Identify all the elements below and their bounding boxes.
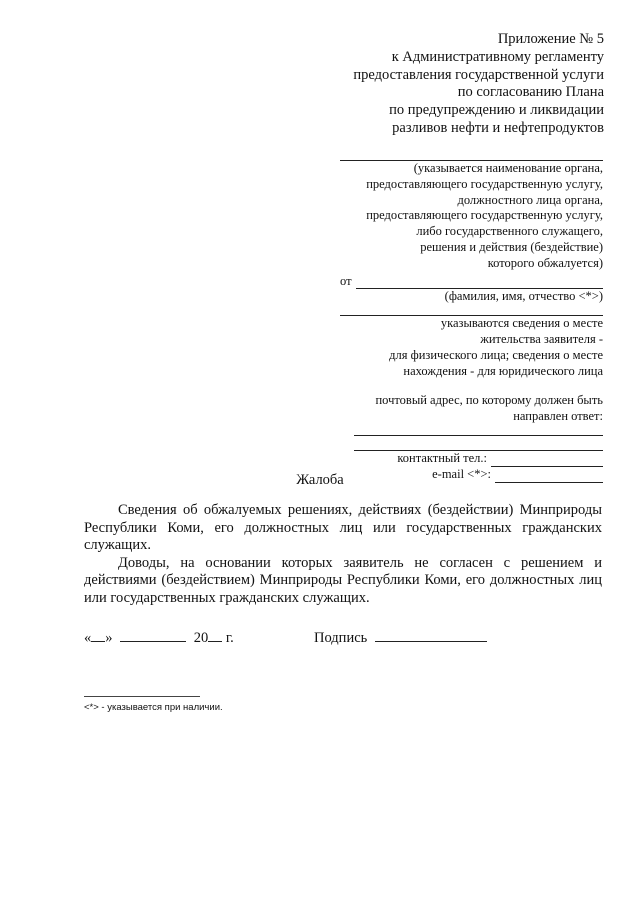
signature-label: Подпись [314,630,368,646]
appendix-header [274,31,604,138]
footnote: <*> - указывается при наличии. [84,702,223,713]
organ-note-line: предоставляющего государственную услугу, [366,208,603,223]
appendix-line: Приложение № 5 [497,31,604,47]
fio-note: (фамилия, имя, отчество <*>) [444,289,603,304]
postal-note-line: почтовый адрес, по которому должен быть [375,393,603,408]
day-blank [91,628,105,642]
residence-note-line: нахождения - для юридического лица [403,363,603,378]
postal-note-line: направлен ответ: [513,409,603,424]
organ-note-line: которого обжалуется) [487,255,603,270]
date-field [84,628,234,647]
organ-note-line: (указывается наименование органа, [413,161,603,175]
organ-note-line: либо государственного служащего, [416,224,603,239]
from-label: от [340,273,352,288]
signature-blank [375,628,487,642]
postal-blank-2 [354,436,603,451]
from-field [340,274,603,290]
body-paragraph: Сведения об обжалуемых решениях, действиях (бездействии) Минприроды Республики Коми, его должностных лиц или государственных гражданских служащих. [84,502,602,554]
phone-field [340,451,603,467]
addressee-block [340,148,603,483]
footnote-divider [84,696,200,697]
date-open-quote: « [84,630,92,646]
residence-blank [340,305,603,316]
appendix-line: предоставления государственной услуги [353,66,604,83]
residence-note-line: жительства заявителя - [480,331,603,346]
organ-note-line: решения и действия (бездействие) [420,239,603,254]
body-paragraph: Доводы, на основании которых заявитель не согласен с решением и действиями (бездействием) Минприроды Республики Коми, его должностных лиц или государственных гражданских служащих. [84,554,602,606]
document-title: Жалоба [296,472,344,488]
year-suffix: г. [225,630,234,646]
email-label: e-mail <*>: [432,466,491,481]
year-blank [208,628,222,642]
organ-note-line: должностного лица органа, [457,192,603,207]
residence-note-line: для физического лица; сведения о месте [389,347,603,362]
month-blank [120,628,186,642]
phone-label: контактный тел.: [397,450,487,465]
appendix-line: к Административному регламенту [391,48,604,65]
residence-note-line: указываются сведения о месте [440,316,603,331]
organ-note-line: предоставляющего государственную услугу, [366,176,603,191]
year-prefix: 20 [193,630,209,646]
appendix-line: разливов нефти и нефтепродуктов [392,119,604,136]
postal-blank-1 [354,425,603,436]
complaint-body [84,502,602,608]
organ-name-line [340,148,603,161]
date-close-quote: » [105,630,113,646]
appendix-line: по предупреждению и ликвидации [389,102,604,119]
phone-blank [491,454,603,467]
from-blank [356,276,603,289]
signature-field [314,628,487,647]
appendix-line: по согласованию Плана [457,84,604,101]
